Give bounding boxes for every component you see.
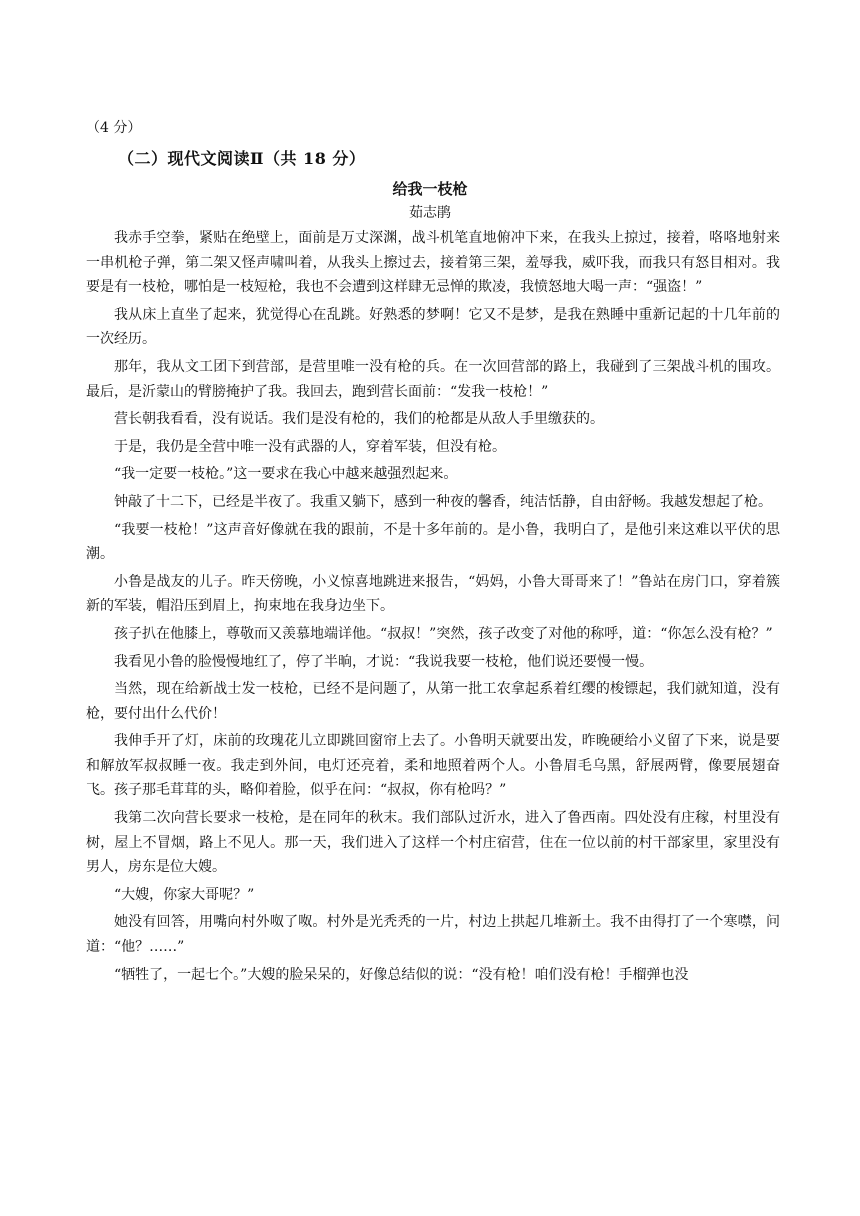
paragraph: “我一定要一枝枪。”这一要求在我心中越来越强烈起来。 <box>114 466 458 483</box>
paragraph: 我看见小鲁的脸慢慢地红了，停了半晌，才说：“我说我要一枝枪，他们说还要慢一慢。 <box>114 653 654 670</box>
paragraph: “大嫂，你家大哥呢？” <box>114 886 255 903</box>
paragraph: 那年，我从文工团下到营部，是营里唯一没有枪的兵。在一次回营部的路上，我碰到了三架战斗机的围攻。最后，是沂蒙山的臂膀掩护了我。我回去，跑到营长面前：“发我一枝枪！” <box>86 358 780 400</box>
section-heading: （二）现代文阅读Ⅱ（共 18 分） <box>118 149 366 168</box>
paragraph: 她没有回答，用嘴向村外呶了呶。村外是光秃秃的一片，村边上拱起几堆新土。我不由得打了一个寒噤，问道：“他？……” <box>86 914 780 956</box>
article-body <box>86 226 780 990</box>
paragraph: 我第二次向营长要求一枝枪，是在同年的秋末。我们部队过沂水，进入了鲁西南。四处没有庄稼，村里没有树，屋上不冒烟，路上不见人。那一天，我们进入了这样一个村庄宿营，住在一位以前的村干部家里，家里没有男人，房东是位大嫂。 <box>86 810 780 876</box>
paragraph: 当然，现在给新战士发一枝枪，已经不是问题了，从第一批工农拿起系着红缨的梭镖起，我们就知道，没有枪，要付出什么代价！ <box>86 681 780 722</box>
paragraph: 孩子扒在他膝上，尊敬而又羡慕地端详他。“叔叔！”突然，孩子改变了对他的称呼，道：“你怎么没有枪？” <box>114 625 773 642</box>
paragraph: 我赤手空拳，紧贴在绝壁上，面前是万丈深渊，战斗机笔直地俯冲下来，在我头上掠过，接着，咯咯地射来一串机枪子弹，第二架又怪声啸叫着，从我头上擦过去，接着第三架，羞辱我，威吓我，而我只有怒目相对。我要是有一枝枪，哪怕是一枝短枪，我也不会遭到这样肆无忌惮的欺凌，我愤怒地大喝一声：“强盗！” <box>86 230 780 296</box>
paragraph: 营长朝我看看，没有说话。我们是没有枪的，我们的枪都是从敌人手里缴获的。 <box>114 411 604 428</box>
paragraph: 小鲁是战友的儿子。昨天傍晚，小义惊喜地跳进来报告，“妈妈，小鲁大哥哥来了！”鲁站在房门口，穿着簇新的军装，帽沿压到眉上，拘束地在我身边坐下。 <box>86 573 780 615</box>
paragraph: 我伸手开了灯，床前的玫瑰花儿立即跳回窗帘上去了。小鲁明天就要出发，昨晚硬给小义留了下来，说是要和解放军叔叔睡一夜。我走到外间，电灯还亮着，柔和地照着两个人。小鲁眉毛乌黑，舒展两臂，像要展翅奋飞。孩子那毛茸茸的头，略仰着脸，似乎在问：“叔叔，你有枪吗？” <box>86 733 780 799</box>
paragraph: 我从床上直坐了起来，犹觉得心在乱跳。好熟悉的梦啊！它又不是梦，是我在熟睡中重新记起的十几年前的一次经历。 <box>86 306 780 348</box>
article-title: 给我一枝枪 <box>392 180 468 198</box>
score-note: （4 分） <box>86 120 142 136</box>
paragraph: “我要一枝枪！”这声音好像就在我的跟前，不是十多年前的。是小鲁，我明白了，是他引来这难以平伏的思潮。 <box>86 521 780 563</box>
paragraph: 钟敲了十二下，已经是半夜了。我重又躺下，感到一种夜的馨香，纯洁恬静，自由舒畅。我越发想起了枪。 <box>114 493 772 510</box>
paragraph: “牺牲了，一起七个。”大嫂的脸呆呆的，好像总结似的说：“没有枪！咱们没有枪！手榴弹也没 <box>114 966 689 983</box>
article-author: 茹志鹃 <box>409 205 451 221</box>
paragraph: 于是，我仍是全营中唯一没有武器的人，穿着军装，但没有枪。 <box>114 438 506 455</box>
